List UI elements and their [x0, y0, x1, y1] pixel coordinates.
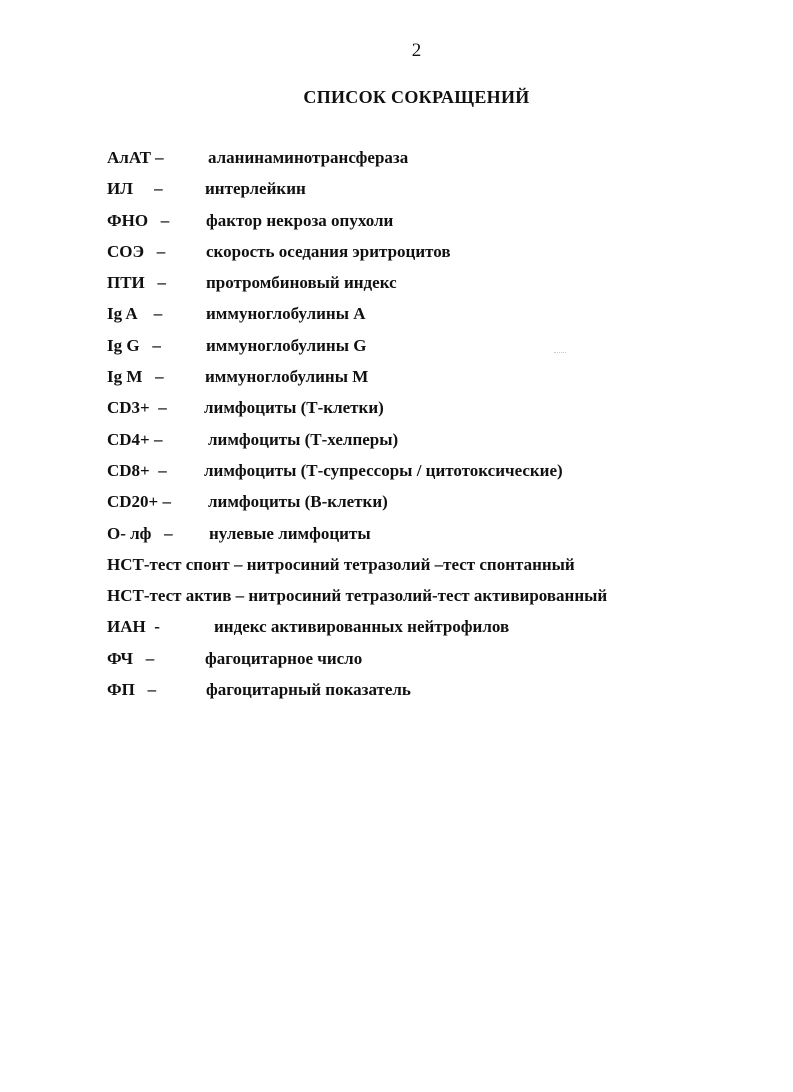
abbreviation-row — [107, 649, 747, 680]
abbreviation-definition: лимфоциты (Т-клетки) — [204, 398, 384, 418]
abbreviation-term: Ig G – — [107, 335, 161, 355]
abbreviation-term: ИАН - — [107, 617, 160, 637]
abbreviation-row — [107, 398, 747, 429]
scan-speck — [554, 352, 566, 355]
abbreviation-definition: интерлейкин — [205, 179, 306, 199]
abbreviation-term: НСТ-тест спонт – — [107, 554, 243, 574]
abbreviation-definition: иммуноглобулины А — [206, 304, 366, 324]
abbreviation-definition: лимфоциты (Т-супрессоры / цитотоксические) — [204, 460, 563, 480]
abbreviation-row — [107, 148, 747, 179]
abbreviation-term: ФЧ – — [107, 648, 155, 668]
abbreviation-definition: лимфоциты (В-клетки) — [208, 492, 388, 512]
abbreviation-term: АлАТ – — [107, 148, 164, 167]
abbreviation-term: ФП – — [107, 680, 157, 700]
abbreviation-definition: иммуноглобулины М — [205, 367, 369, 387]
abbreviation-term: CD8+ – — [107, 460, 167, 480]
abbreviation-definition: нулевые лимфоциты — [209, 523, 371, 543]
abbreviation-term: ФНО – — [107, 210, 170, 230]
page-title: СПИСОК СОКРАЩЕНИЙ — [303, 87, 530, 107]
abbreviation-row — [107, 242, 747, 273]
abbreviation-row — [107, 367, 747, 398]
abbreviation-term: СОЭ – — [107, 241, 166, 261]
abbreviation-row — [107, 179, 747, 210]
abbreviation-row — [107, 524, 747, 555]
abbreviation-term: ИЛ – — [107, 179, 163, 199]
abbreviation-row — [107, 586, 747, 617]
abbreviation-row — [107, 211, 747, 242]
page-number: 2 — [411, 40, 422, 61]
abbreviation-definition: аланинаминотрансфераза — [208, 148, 409, 167]
abbreviation-term: CD4+ – — [107, 429, 163, 449]
abbreviation-row — [107, 304, 747, 335]
abbreviation-definition: индекс активированных нейтрофилов — [214, 617, 510, 637]
abbreviation-row — [107, 492, 747, 523]
abbreviation-definition: фактор некроза опухоли — [206, 210, 394, 230]
abbreviation-definition: фагоцитарное число — [205, 648, 363, 668]
abbreviation-term: CD20+ – — [107, 492, 171, 512]
abbreviation-term: CD3+ – — [107, 398, 167, 418]
abbreviation-row — [107, 555, 747, 586]
abbreviation-row — [107, 430, 747, 461]
abbreviation-definition: нитросиний тетразолий –тест спонтанный — [246, 554, 575, 574]
abbreviation-definition: фагоцитарный показатель — [206, 680, 411, 700]
abbreviation-term: О- лф – — [107, 523, 173, 543]
abbreviation-definition: протромбиновый индекс — [206, 273, 397, 293]
abbreviation-definition: скорость оседания эритроцитов — [206, 241, 451, 261]
abbreviation-row — [107, 336, 747, 367]
abbreviation-row — [107, 273, 747, 304]
abbreviation-definition: лимфоциты (Т-хелперы) — [208, 429, 399, 449]
abbreviation-term: Ig A – — [107, 304, 163, 324]
abbreviation-list — [107, 148, 747, 711]
abbreviation-definition: нитросиний тетразолий-тест активированный — [248, 586, 608, 606]
abbreviation-row — [107, 680, 747, 711]
abbreviation-row — [107, 461, 747, 492]
abbreviation-term: Ig M – — [107, 367, 164, 387]
abbreviation-term: ПТИ – — [107, 273, 167, 293]
abbreviation-term: НСТ-тест актив – — [107, 586, 245, 606]
abbreviation-definition: иммуноглобулины G — [206, 335, 367, 355]
abbreviation-row — [107, 617, 747, 648]
